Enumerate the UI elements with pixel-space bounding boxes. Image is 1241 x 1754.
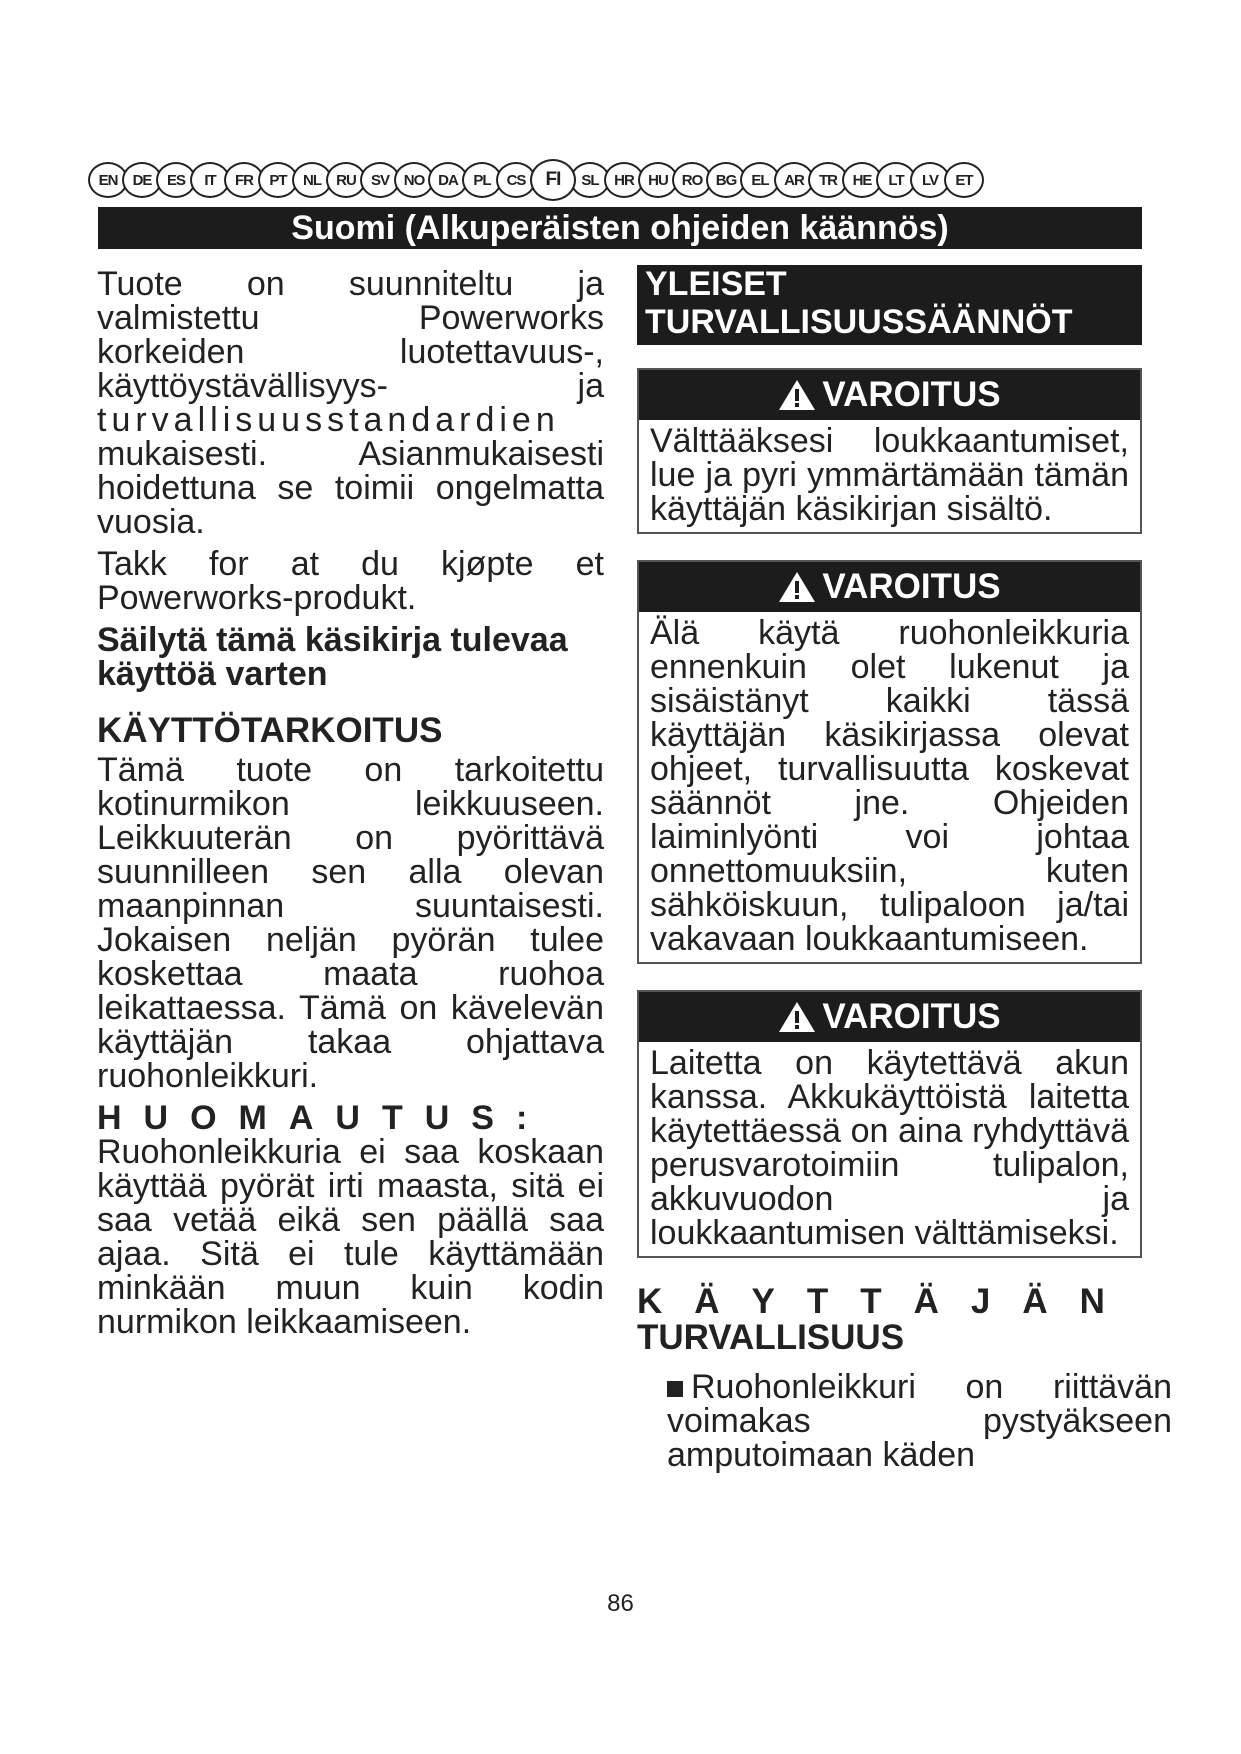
language-code-pt: PT [258,162,298,198]
warning-triangle-icon [778,1001,816,1033]
page-number: 86 [607,1590,634,1617]
language-code-it: IT [190,162,230,198]
keep-manual-note: Säilytä tämä käsikirja tulevaa käyttöä varten [97,621,568,693]
left-column [97,267,604,1347]
warning-box-2 [637,560,1142,964]
language-code-hr: HR [604,162,644,198]
warning-label: VAROITUS [822,375,1001,414]
warning-label: VAROITUS [822,997,1001,1036]
warning-text: Älä käytä ruohonleikkuria ennenkuin olet lukenut ja sisäistänyt kaikki tässä käyttäjän käsikirjassa olevat ohjeet, turvallisuutta koskevat säännöt jne. Ohjeiden laiminlyönti voi johtaa onnettomuuksiin, kuten sähköiskuun, tulipaloon ja/tai vakavaan loukkaantumiseen. [650,614,1129,958]
intended-use-paragraph: Tämä tuote on tarkoitettu kotinurmikon leikkuuseen. Leikkuuterän on pyörittävä suunnilleen sen alla olevan maanpinnan suuntaisesti. Jokaisen neljän pyörän tulee koskettaa maata ruohoa leikattaessa. Tämä on kävelevän käyttäjän takaa ohjattava ruohonleikkuri. [97,751,604,1095]
warning-triangle-icon [778,571,816,603]
note-text: Ruohonleikkuria ei saa koskaan käyttää pyörät irti maasta, sitä ei saa vetää eikä sen päällä saa ajaa. Sitä ei tule käyttämään minkään muun kuin kodin nurmikon leikkaamiseen. [97,1133,604,1341]
language-code-da: DA [428,162,468,198]
bullet-item [667,1370,1172,1472]
warning-triangle-icon [778,379,816,411]
language-code-cs: CS [496,162,536,198]
language-code-ru: RU [326,162,366,198]
intro-spaced-word: turvallisuusstandardien [97,401,560,439]
thanks-paragraph: Takk for at du kjøpte et Powerworks-produkt. [97,545,604,617]
language-code-et: ET [944,162,984,198]
language-code-ro: RO [672,162,712,198]
warning-box-3 [637,990,1142,1258]
language-code-el: EL [740,162,780,198]
bullet-text: Ruohonleikkuri on riittävän voimakas pystyäkseen amputoimaan käden [667,1368,1172,1474]
intro-end-text: mukaisesti. Asianmukaisesti hoidettuna se toimii ongelmatta vuosia. [97,435,604,541]
language-code-sl: SL [570,162,610,198]
language-code-fr: FR [224,162,264,198]
warning-header [639,562,1140,612]
user-safety-heading-line-1: KÄYTTÄJÄN [637,1282,1137,1321]
language-code-tr: TR [808,162,848,198]
language-code-fi: FI [530,159,576,201]
warning-box-1 [637,368,1142,534]
warning-text: Välttääksesi loukkaantumiset, lue ja pyri ymmärtämään tämän käyttäjän käsikirjan sisältö. [650,422,1129,528]
language-selector-strip [88,160,1148,200]
page-title: Suomi (Alkuperäisten ohjeiden käännös) [98,207,1142,249]
language-code-he: HE [842,162,882,198]
note-paragraph [97,1101,604,1339]
language-code-lv: LV [910,162,950,198]
user-safety-heading-line-2: TURVALLISUUS [637,1318,905,1357]
language-code-pl: PL [462,162,502,198]
warning-label: VAROITUS [822,567,1001,606]
language-code-de: DE [122,162,162,198]
intro-text: Tuote on suunniteltu ja valmistettu Powerworks korkeiden luotettavuus-, käyttöystävällisyys- ja [97,265,604,405]
intended-use-heading: KÄYTTÖTARKOITUS [97,711,443,750]
bullet-square-icon [667,1381,683,1397]
warning-text: Laitetta on käytettävä akun kanssa. Akkukäyttöistä laitetta käytettäessä on aina ryhdyttävä perusvarotoimiin tulipalon, akkuvuodon ja loukkaantumisen välttämiseksi. [650,1044,1129,1252]
intro-paragraph [97,267,604,539]
language-code-bg: BG [706,162,746,198]
general-safety-heading: YLEISET TURVALLISUUSSÄÄNNÖT [637,265,1142,345]
language-code-es: ES [156,162,196,198]
note-label: HUOMAUTUS: [97,1099,550,1137]
language-code-hu: HU [638,162,678,198]
language-code-no: NO [394,162,434,198]
right-column [637,265,1172,1474]
warning-header [639,992,1140,1042]
language-code-sv: SV [360,162,400,198]
language-code-en: EN [88,162,128,198]
user-safety-heading [637,1284,1142,1356]
language-code-ar: AR [774,162,814,198]
language-code-nl: NL [292,162,332,198]
language-code-lt: LT [876,162,916,198]
warning-header [639,370,1140,420]
